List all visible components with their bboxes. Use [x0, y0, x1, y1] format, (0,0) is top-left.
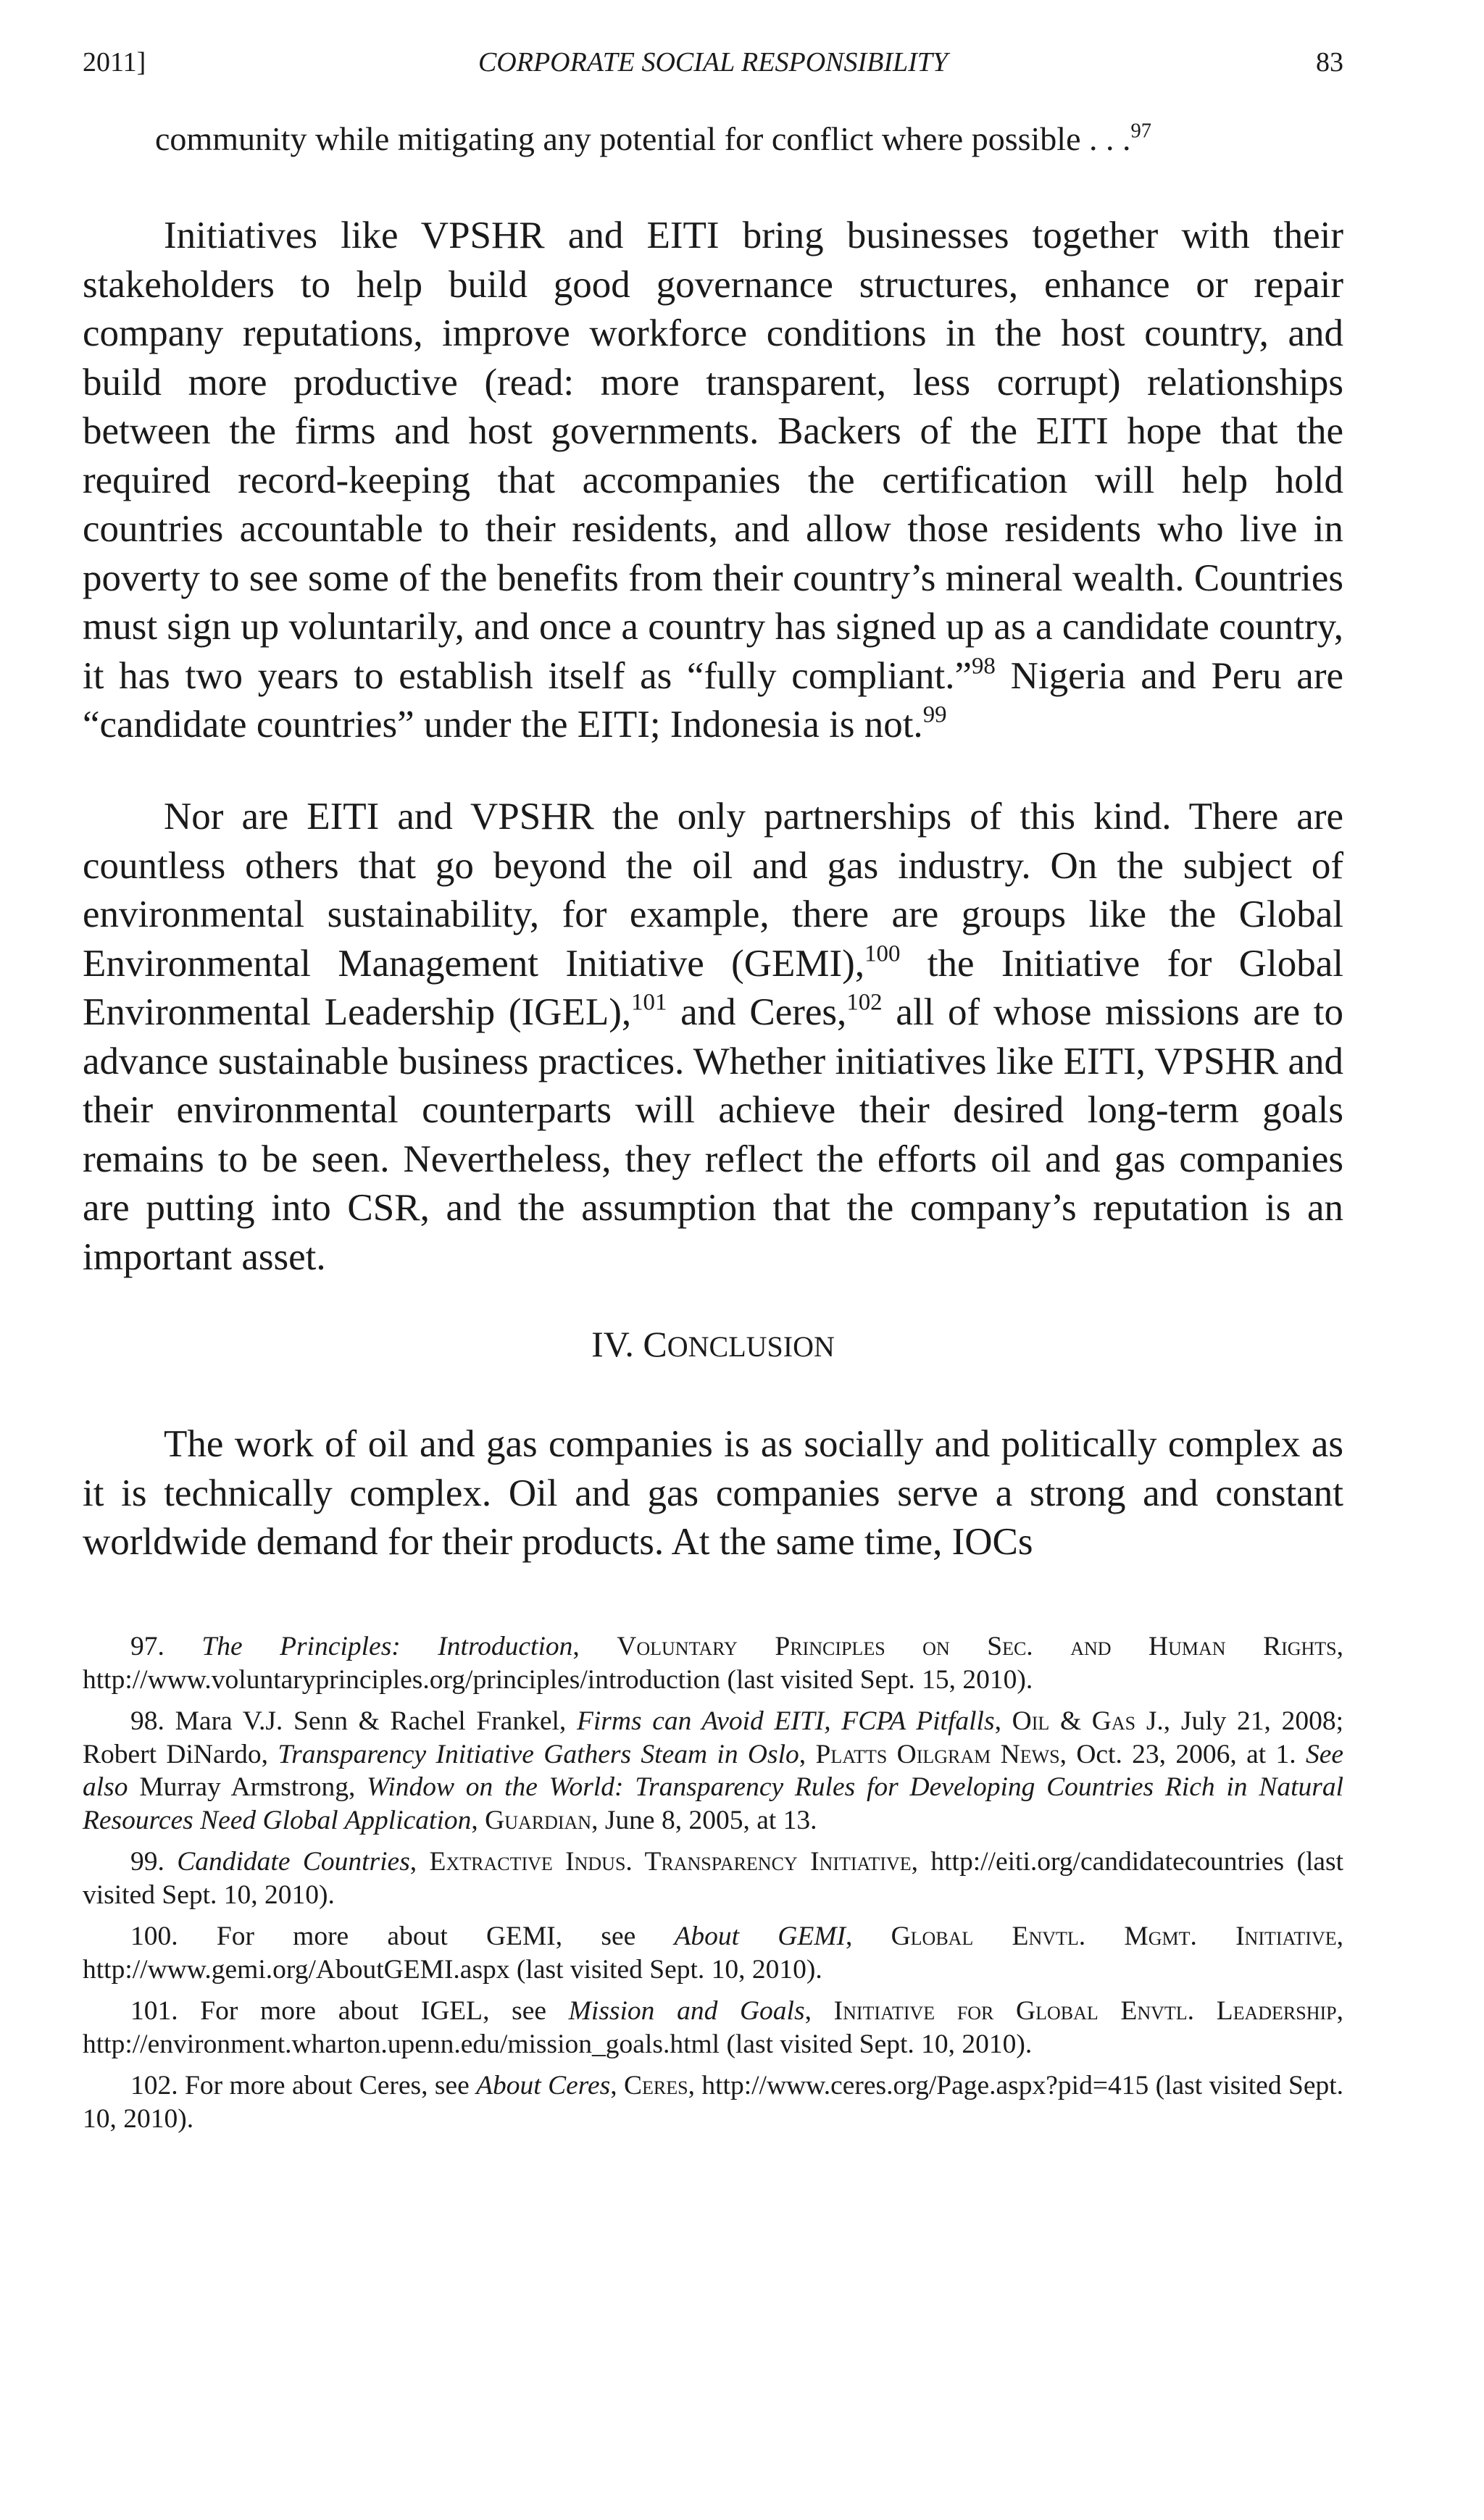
- footnote-ref-100[interactable]: 100: [864, 940, 901, 967]
- section-title-cap: C: [643, 1324, 667, 1364]
- paragraph-initiatives: [83, 212, 1343, 750]
- paragraph-conclusion: [83, 1420, 1343, 1567]
- footnote-title: Candidate Countries: [177, 1847, 410, 1877]
- footnote-97: 97. The Principles: Introduction, Voluntary Principles on Sec. and Human Rights, http://www.voluntaryprinciples.org/principles/introduction (last visited Sept. 15, 2010).: [83, 1632, 1344, 1695]
- footnote-url[interactable]: http://www.ceres.org/Page.aspx?pid=415 (last visited Sept. 10, 2010).: [83, 2071, 1344, 2134]
- footnote-ref-101[interactable]: 101: [631, 989, 667, 1016]
- footnote-author-3: Murray Armstrong,: [139, 1772, 356, 1802]
- footnote-date: , July 21, 2008; Robert DiNardo,: [83, 1706, 1344, 1769]
- footnote-ref-102[interactable]: 102: [846, 989, 883, 1016]
- footnote-source-2: Platts Oilgram News: [815, 1739, 1060, 1769]
- footnote-title: Firms can Avoid EITI, FCPA Pitfalls: [576, 1706, 995, 1736]
- page-number: 83: [1316, 47, 1343, 78]
- footnote-ref-98[interactable]: 98: [972, 653, 996, 680]
- header-year: 2011]: [83, 47, 146, 78]
- paragraph-text: Nigeria and Peru are “candidate countries” under the EITI; Indonesia is not.: [83, 654, 1343, 746]
- footnote-source: Oil & Gas J.: [1012, 1706, 1164, 1736]
- footnote-99: 99. Candidate Countries, Extractive Indus. Transparency Initiative, http://eiti.org/candidatecountries (last visited Sept. 10, 2010).: [83, 1847, 1344, 1910]
- footnote-101: 101. For more about IGEL, see Mission and Goals, Initiative for Global Envtl. Leadership, http://environment.wharton.upenn.edu/mission_goals.html (last visited Sept. 10, 2010).: [83, 1996, 1343, 2059]
- footnote-number: 98.: [130, 1706, 164, 1736]
- footnote-source: Extractive Indus. Transparency Initiative: [429, 1847, 912, 1877]
- footnote-see-also: See also: [83, 1739, 1344, 1802]
- footnote-source-3: Guardian: [485, 1805, 592, 1835]
- footnote-authors: Mara V.J. Senn & Rachel Frankel,: [175, 1706, 567, 1736]
- footnote-100: 100. For more about GEMI, see About GEMI, Global Envtl. Mgmt. Initiative, http://www.gemi.org/AboutGEMI.aspx (last visited Sept. 10, 2010).: [83, 1922, 1343, 1985]
- footnote-number: 101.: [130, 1996, 178, 2026]
- footnote-ref-99[interactable]: 99: [922, 701, 947, 728]
- footnote-url[interactable]: http://environment.wharton.upenn.edu/mission_goals.html (last visited Sept. 10, 2010).: [83, 2029, 1033, 2059]
- footnote-title: About Ceres: [476, 2071, 611, 2100]
- block-quote-tail: [155, 120, 1271, 159]
- footnote-number: 99.: [130, 1847, 164, 1877]
- footnote-title: Mission and Goals: [568, 1996, 805, 2026]
- footnote-date-2: , Oct. 23, 2006, at 1.: [1059, 1739, 1296, 1769]
- section-title-rest: ONCLUSION: [667, 1330, 835, 1363]
- paragraph-text: Initiatives like VPSHR and EITI bring businesses together with their stakeholders to help build good governance structures, enhance or repair company reputations, improve workforce conditions in the host country, and build more productive (read: more transparent, less corrupt) relationships between the firms and host governments. Backers of the EITI hope that the required record-keeping that accompanies the certification will help hold countries accountable to their residents, and allow those residents who live in poverty to see some of the benefits from their country’s mineral wealth. Countries must sign up voluntarily, and once a country has signed up as a candidate country, it has two years to establish itself as “fully compliant.”: [83, 214, 1343, 697]
- footnote-source: Ceres: [624, 2071, 688, 2100]
- footnote-url[interactable]: http://www.gemi.org/AboutGEMI.aspx (last visited Sept. 10, 2010).: [83, 1954, 822, 1985]
- footnote-ref-97[interactable]: 97: [1130, 120, 1152, 143]
- paragraph-text: and Ceres,: [667, 991, 847, 1033]
- paragraph-text: all of whose missions are to advance sustainable business practices. Whether initiatives like EITI, VPSHR and their environmental counterparts will achieve their desired long-term goals remains to be seen. Nevertheless, they reflect the efforts oil and gas companies are putting into CSR, and the assumption that the company’s reputation is an important asset.: [83, 991, 1344, 1278]
- footnote-number: 97.: [130, 1632, 164, 1661]
- footnote-url[interactable]: http://eiti.org/candidatecountries (last visited Sept. 10, 2010).: [83, 1847, 1344, 1910]
- footnote-number: 100.: [130, 1922, 178, 1951]
- section-heading-conclusion: [83, 1323, 1343, 1365]
- footnote-98: 98. Mara V.J. Senn & Rachel Frankel, Firms can Avoid EITI, FCPA Pitfalls, Oil & Gas J., July 21, 2008; Robert DiNardo, Transparency Initiative Gathers Steam in Oslo, Platts Oilgram News, Oct. 23, 2006, at 1. See also Murray Armstrong, Window on the World: Transparency Rules for Developing Countries Rich in Natural Resources Need Global Application, Guardian, June 8, 2005, at 13.: [83, 1706, 1344, 1835]
- footnote-102: 102. For more about Ceres, see About Ceres, Ceres, http://www.ceres.org/Page.aspx?pid=415 (last visited Sept. 10, 2010).: [83, 2071, 1344, 2134]
- footnote-number: 102.: [130, 2071, 178, 2100]
- quote-text: community while mitigating any potential for conflict where possible . . .: [155, 120, 1131, 157]
- header-title: CORPORATE SOCIAL RESPONSIBILITY: [478, 47, 949, 78]
- footnote-source: Global Envtl. Mgmt. Initiative: [891, 1922, 1337, 1951]
- footnote-source: Initiative for Global Envtl. Leadership: [833, 1996, 1337, 2026]
- footnote-lead: For more about IGEL, see: [200, 1996, 546, 2026]
- section-numeral: IV.: [591, 1324, 634, 1364]
- footnote-title: The Principles: Introduction: [201, 1632, 573, 1661]
- footnote-url[interactable]: http://www.voluntaryprinciples.org/principles/introduction (last visited Sept. 15, 2010).: [83, 1664, 1033, 1695]
- footnote-date-3: , June 8, 2005, at 13.: [591, 1805, 817, 1835]
- footnote-lead: For more about Ceres, see: [185, 2071, 470, 2100]
- footnote-source: Voluntary Principles on Sec. and Human Rights: [617, 1632, 1337, 1661]
- paragraph-partnerships: [83, 793, 1343, 1282]
- paragraph-text: Nor are EITI and VPSHR the only partnerships of this kind. There are countless others that go beyond the oil and gas industry. On the subject of environmental sustainability, for example, there are groups like the Global Environmental Management Initiative (GEMI),: [83, 796, 1343, 985]
- paragraph-text: The work of oil and gas companies is as socially and politically complex as it is technically complex. Oil and gas companies serve a strong and constant worldwide demand for their products. At the same time, IOCs: [83, 1423, 1343, 1563]
- footnote-title-3: Window on the World: Transparency Rules for Developing Countries Rich in Natural Resources Need Global Application: [83, 1772, 1344, 1835]
- paragraph-text: the Initiative for Global Environmental Leadership (IGEL),: [83, 942, 1343, 1033]
- footnote-title: About GEMI: [674, 1922, 846, 1951]
- footnote-title-2: Transparency Initiative Gathers Steam in Oslo: [278, 1739, 799, 1769]
- footnotes: [83, 1630, 1343, 2144]
- running-header: [83, 46, 1343, 83]
- footnote-lead: For more about GEMI, see: [216, 1922, 636, 1951]
